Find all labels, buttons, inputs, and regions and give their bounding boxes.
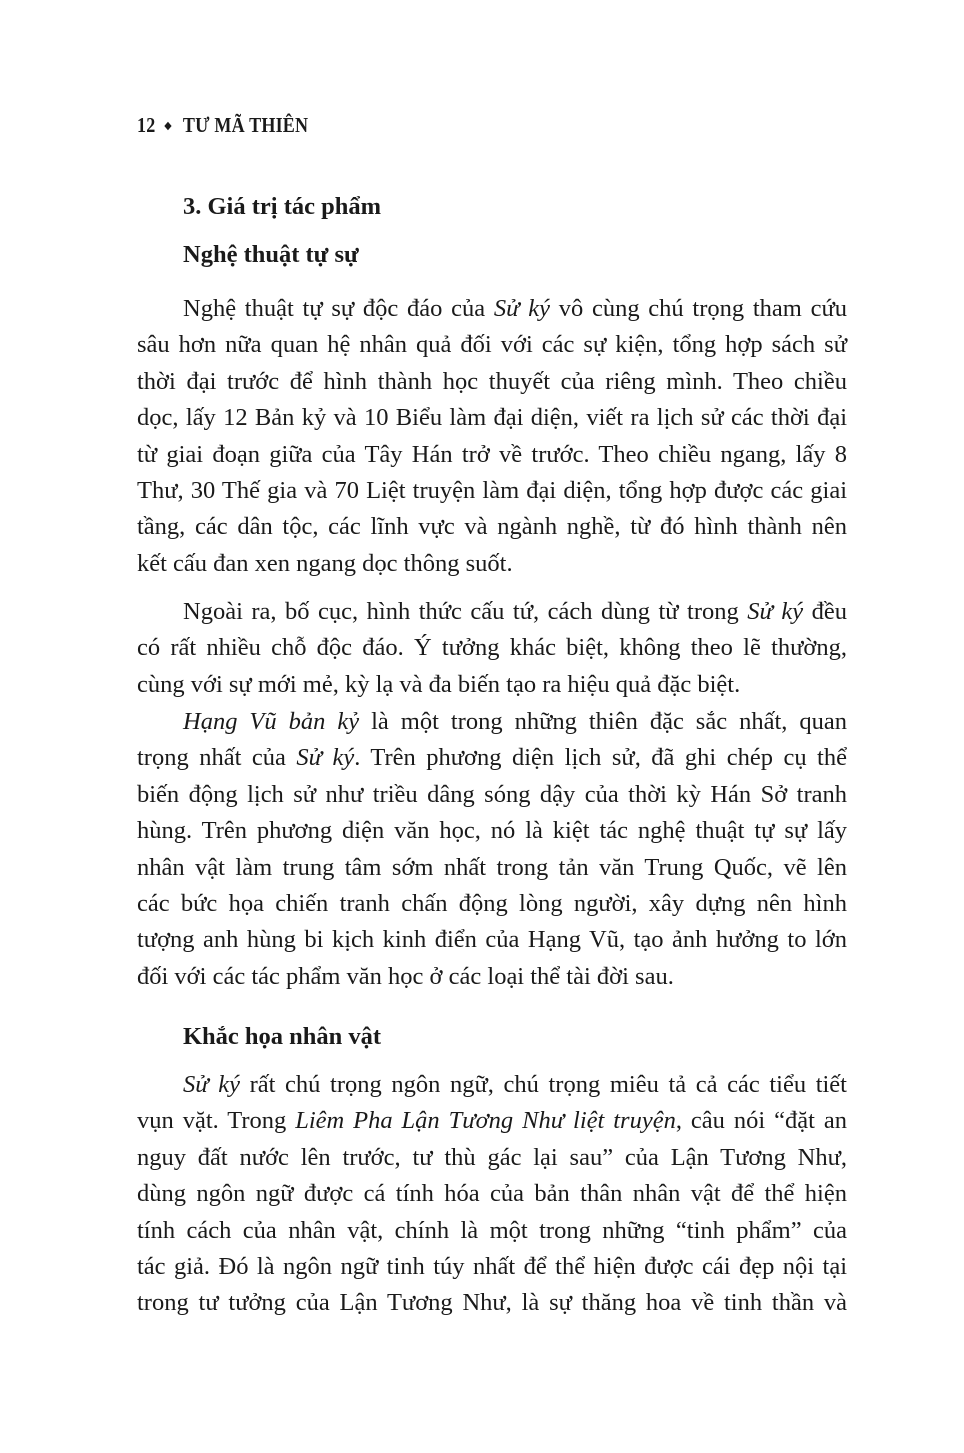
- text-line: các bức họa chiến tranh chấn động lòng người, xây dựng nên hình: [137, 890, 847, 917]
- italic-title: Sử ký: [747, 598, 804, 625]
- text-line: tác giả. Đó là ngôn ngữ tinh túy nhất để thể hiện được cái đẹp nội tại: [137, 1253, 847, 1280]
- text-line: tượng anh hùng bi kịch kinh điển của Hạng Vũ, tạo ảnh hưởng to lớn: [137, 926, 847, 954]
- italic-title: Sử ký: [296, 744, 355, 772]
- bullet-separator-icon: [165, 121, 172, 129]
- text-line: Nghệ thuật tự sự độc đáo của Sử ký vô cùng chú trọng tham cứu: [183, 295, 847, 322]
- italic-title: Sử ký: [493, 295, 550, 322]
- page-number: 12: [137, 113, 156, 137]
- running-head: [137, 113, 308, 138]
- running-head-title: TƯ MÃ THIÊN: [182, 113, 309, 137]
- text-line: tầng, các dân tộc, các lĩnh vực và ngành nghề, từ đó hình thành nên: [137, 513, 847, 541]
- text-line: Hạng Vũ bản kỷ là một trong những thiên đặc sắc nhất, quan: [183, 708, 847, 735]
- text-line: trọng nhất của Sử ký. Trên phương diện lịch sử, đã ghi chép cụ thể: [137, 744, 847, 772]
- italic-title: Liêm Pha Lận Tương Như liệt truyện: [295, 1107, 676, 1135]
- text-line: cùng với sự mới mẻ, kỳ lạ và đa biến tạo ra hiệu quả đặc biệt.: [137, 670, 741, 698]
- text-line: nhân vật làm trung tâm sớm nhất trong tản văn Trung Quốc, vẽ lên: [137, 853, 847, 881]
- text-line: đối với các tác phẩm văn học ở các loại thể tài đời sau.: [137, 962, 674, 990]
- text-line: Thư, 30 Thế gia và 70 Liệt truyện làm đại diện, tổng hợp được các giai: [137, 477, 847, 504]
- section-heading: 3. Giá trị tác phẩm: [183, 193, 382, 220]
- text-line: dọc, lấy 12 Bản kỷ và 10 Biểu làm đại diện, viết ra lịch sử các thời đại: [137, 404, 847, 432]
- text-line: hùng. Trên phương diện văn học, nó là kiệt tác nghệ thuật tự sự lấy: [137, 817, 847, 845]
- text-line: vụn vặt. Trong Liêm Pha Lận Tương Như liệt truyện, câu nói “đặt an: [137, 1107, 847, 1135]
- text-line: có rất nhiều chỗ độc đáo. Ý tưởng khác biệt, không theo lẽ thường,: [137, 634, 847, 662]
- italic-title: Hạng Vũ bản kỷ: [183, 708, 360, 735]
- text-line: dùng ngôn ngữ được cá tính hóa của bản thân nhân vật để thể hiện: [137, 1180, 847, 1208]
- text-line: tính cách của nhân vật, chính là một trong những “tinh phẩm” của: [137, 1216, 847, 1244]
- text-line: sâu hơn nữa quan hệ nhân quả đối với các sự kiện, tổng hợp sách sử: [137, 331, 847, 359]
- text-line: biến động lịch sử như triều dâng sóng dậy của thời kỳ Hán Sở tranh: [137, 780, 847, 808]
- text-line: Ngoài ra, bố cục, hình thức cấu tứ, cách dùng từ trong Sử ký đều: [183, 598, 847, 625]
- text-line: nguy đất nước lên trước, tư thù gác lại sau” của Lận Tương Như,: [137, 1143, 847, 1171]
- subsection-heading: Nghệ thuật tự sự: [183, 241, 359, 268]
- text-line: trong tư tưởng của Lận Tương Như, là sự thăng hoa về tinh thần và: [137, 1289, 847, 1317]
- text-line: từ giai đoạn giữa của Tây Hán trở về trước. Theo chiều ngang, lấy 8: [137, 440, 847, 468]
- text-line: thời đại trước để hình thành học thuyết của riêng mình. Theo chiều: [137, 367, 847, 395]
- text-line: kết cấu đan xen ngang dọc thông suốt.: [137, 549, 513, 577]
- subsection-heading: Khắc họa nhân vật: [183, 1023, 382, 1050]
- italic-title: Sử ký: [183, 1071, 240, 1098]
- text-line: Sử ký rất chú trọng ngôn ngữ, chú trọng miêu tả cả các tiểu tiết: [183, 1071, 847, 1098]
